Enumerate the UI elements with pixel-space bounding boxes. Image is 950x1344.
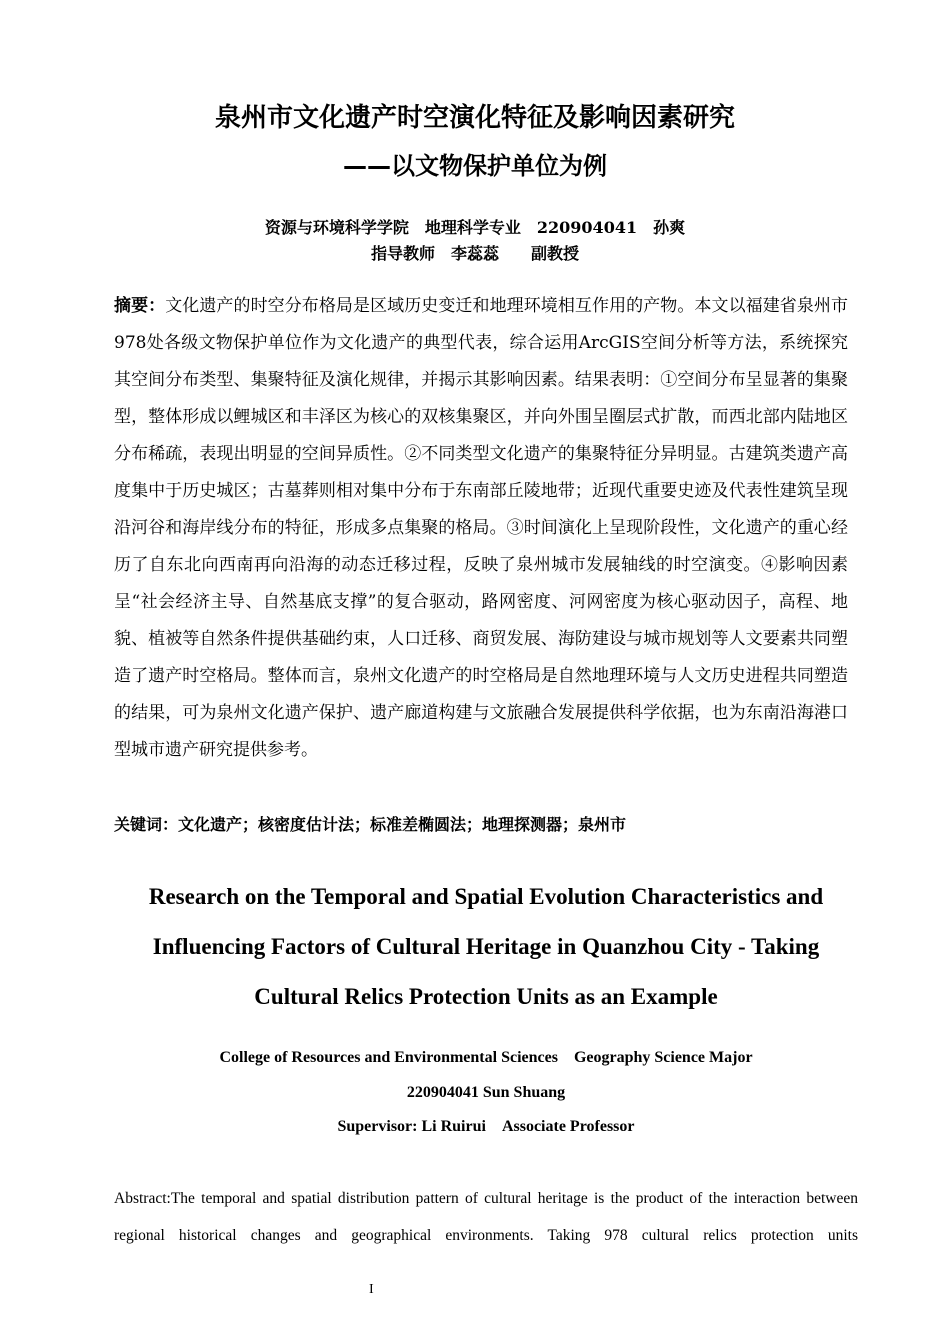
chinese-abstract xyxy=(114,288,848,769)
english-college-line: College of Resources and Environmental Sciences Geography Science Major xyxy=(219,1049,753,1066)
chinese-title: 泉州市文化遗产时空演化特征及影响因素研究 xyxy=(214,103,735,133)
english-supervisor-line: Supervisor: Li Ruirui Associate Professor xyxy=(337,1118,635,1135)
chinese-supervisor-line: 指导教师 李蕊蕊 副教授 xyxy=(370,244,579,263)
chinese-keywords: 关键词：文化遗产；核密度估计法；标准差椭圆法；地理探测器；泉州市 xyxy=(114,815,627,834)
chinese-abstract-label: 摘要： xyxy=(114,296,166,316)
chinese-author-line: 资源与环境科学学院 地理科学专业 220904041 孙爽 xyxy=(264,218,686,237)
page-number: I xyxy=(369,1282,374,1297)
chinese-subtitle: ——以文物保护单位为例 xyxy=(343,152,607,180)
english-author-line: 220904041 Sun Shuang xyxy=(406,1084,566,1101)
english-abstract: Abstract:The temporal and spatial distribution pattern of cultural heritage is the product of the interaction between regional historical changes and geographical environments. Taking 978 cultural relics protection units xyxy=(114,1190,858,1244)
english-title: Research on the Temporal and Spatial Evolution Characteristics and Influencing Factors of Cultural Heritage in Quanzhou City - Taking Cultural Relics Protection Units as an Example xyxy=(148,884,824,1009)
chinese-abstract-text: 文化遗产的时空分布格局是区域历史变迁和地理环境相互作用的产物。本文以福建省泉州市978处各级文物保护单位作为文化遗产的典型代表，综合运用ArcGIS空间分析等方法，系统探究其空间分布类型、集聚特征及演化规律，并揭示其影响因素。结果表明：①空间分布呈显著的集聚型，整体形成以鲤城区和丰泽区为核心的双核集聚区，并向外围呈圈层式扩散，而西北部内陆地区分布稀疏，表现出明显的空间异质性。②不同类型文化遗产的集聚特征分异明显。古建筑类遗产高度集中于历史城区；古墓葬则相对集中分布于东南部丘陵地带；近现代重要史迹及代表性建筑呈现沿河谷和海岸线分布的特征，形成多点集聚的格局。③时间演化上呈现阶段性，文化遗产的重心经历了自东北向西南再向沿海的动态迁移过程，反映了泉州城市发展轴线的时空演变。④影响因素呈“社会经济主导、自然基底支撑”的复合驱动，路网密度、河网密度为核心驱动因子，高程、地貌、植被等自然条件提供基础约束，人口迁移、商贸发展、海防建设与城市规划等人文要素共同塑造了遗产时空格局。整体而言，泉州文化遗产的时空格局是自然地理环境与人文历史进程共同塑造的结果，可为泉州文化遗产保护、遗产廊道构建与文旅融合发展提供科学依据，也为东南沿海港口型城市遗产研究提供参考。 xyxy=(114,296,849,760)
